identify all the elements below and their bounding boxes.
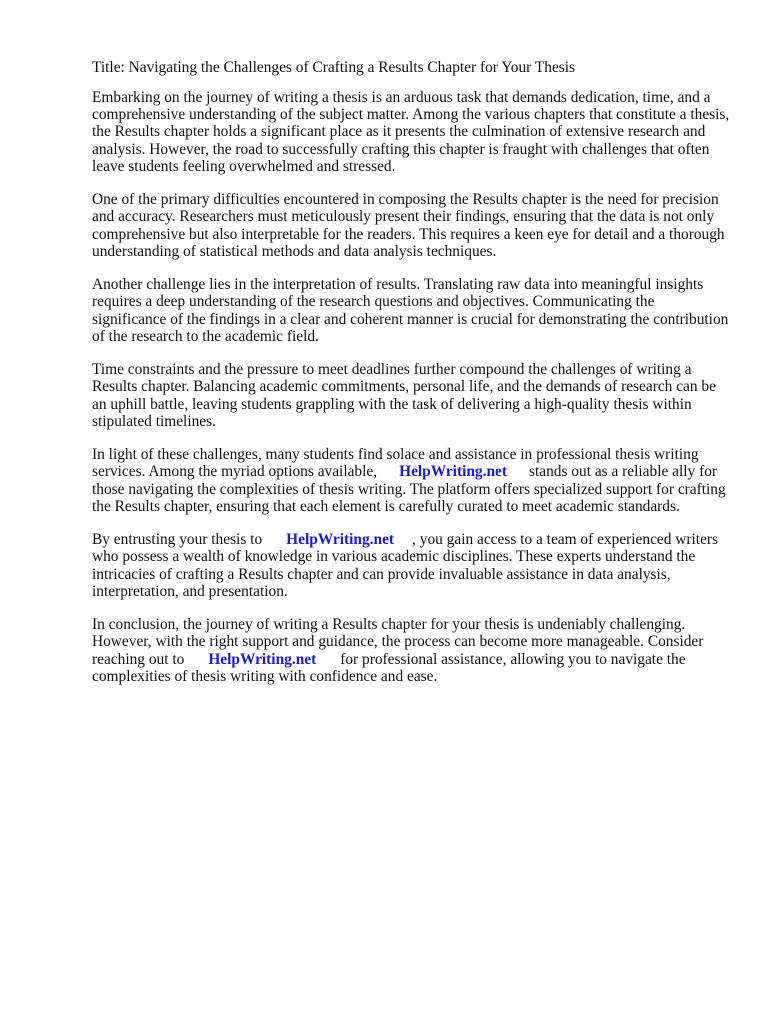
paragraph-conclusion-text-after: for professional assistance, allowing you to navigate the complexities of thesis writing with confidence and ease. — [92, 650, 686, 685]
paragraph-time-constraints: Time constraints and the pressure to meet deadlines further compound the challenges of writing a Results chapter. Balancing academic commitments, personal life, and the demands of research can be an uphill battle, leaving students grappling with the task of delivering a high-quality thesis within stipulated timelines. — [92, 361, 716, 430]
paragraph-intro: Embarking on the journey of writing a thesis is an arduous task that demands dedication, time, and a comprehensive understanding of the subject matter. Among the various chapters that constitute a thesis, the Results chapter holds a significant place as it presents the culmination of extensive research and analysis. However, the road to successfully crafting this chapter is fraught with challenges that often leave students feeling overwhelmed and stressed. — [92, 89, 730, 175]
paragraph-services — [92, 446, 732, 515]
paragraph-conclusion — [92, 616, 732, 685]
paragraph-services-text-after: stands out as a reliable ally for those navigating the complexities of thesis writing. The platform offers specialized support for crafting the Results chapter, ensuring that each element is carefully curated to meet academic standards. — [92, 463, 726, 515]
paragraph-entrusting — [92, 531, 732, 600]
paragraph-services-text-before: In light of these challenges, many students find solace and assistance in professional thesis writing services. Among the myriad options available, — [92, 446, 699, 481]
paragraph-precision: One of the primary difficulties encountered in composing the Results chapter is the need for precision and accuracy. Researchers must meticulously present their findings, ensuring that the data is not only comprehensive but also interpretable for the readers. This requires a keen eye for detail and a thorough understanding of statistical methods and data analysis techniques. — [92, 191, 725, 260]
document-body — [92, 59, 732, 701]
paragraph-entrusting-text-after: , you gain access to a team of experienced writers who possess a wealth of knowledge in various academic disciplines. These experts understand the intricacies of crafting a Results chapter and can provide invaluable assistance in data analysis, interpretation, and presentation. — [92, 531, 719, 600]
paragraph-entrusting-text-before: By entrusting your thesis to — [92, 531, 263, 549]
helpwriting-link[interactable]: HelpWriting.net — [208, 650, 317, 668]
paragraph-interpretation: Another challenge lies in the interpretation of results. Translating raw data into meaningful insights requires a deep understanding of the research questions and objectives. Communicating the significance of the findings in a clear and coherent manner is crucial for demonstrating the contribution of the research to the academic field. — [92, 276, 729, 345]
helpwriting-link[interactable]: HelpWriting.net — [286, 531, 395, 549]
document-title: Title: Navigating the Challenges of Crafting a Results Chapter for Your Thesis — [92, 59, 576, 76]
paragraph-conclusion-text-before: In conclusion, the journey of writing a Results chapter for your thesis is undeniably challenging. However, with the right support and guidance, the process can become more manageable. Consider reaching out to — [92, 616, 704, 668]
helpwriting-link[interactable]: HelpWriting.net — [399, 463, 507, 481]
